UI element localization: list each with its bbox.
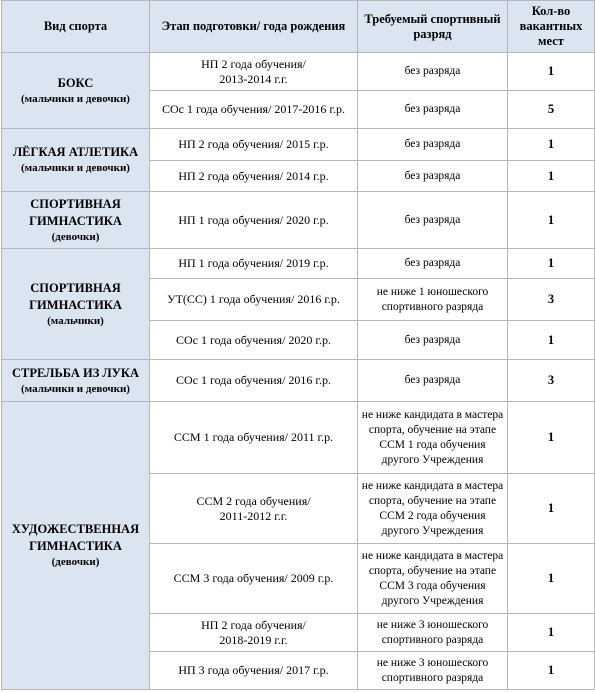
header-row xyxy=(2,1,595,53)
rank-cell: без разряда xyxy=(358,321,508,360)
sport-cell-gymnastics-boys xyxy=(2,249,150,360)
sport-name: СПОРТИВНАЯ ГИМНАСТИКА xyxy=(29,280,122,312)
stage-cell: НП 2 года обучения/ 2015 г.р. xyxy=(150,129,358,161)
rank-cell: не ниже 1 юношеского спортивного разряда xyxy=(358,279,508,321)
count-cell: 1 xyxy=(508,474,595,544)
sport-sub: (мальчики и девочки) xyxy=(21,162,130,174)
stage-cell: СОс 1 года обучения/ 2017-2016 г.р. xyxy=(150,91,358,129)
sport-sub: (девочки) xyxy=(51,556,100,568)
count-cell: 5 xyxy=(508,91,595,129)
sport-sub: (девочки) xyxy=(51,230,100,243)
stage-cell: ССМ 2 года обучения/ 2011-2012 г.г. xyxy=(150,474,358,544)
table-row xyxy=(2,53,595,91)
sport-name: СПОРТИВНАЯ ГИМНАСТИКА xyxy=(29,196,122,228)
table-row xyxy=(2,360,595,402)
count-cell: 1 xyxy=(508,544,595,614)
rank-cell: без разряда xyxy=(358,360,508,402)
sport-name: БОКС xyxy=(57,75,94,90)
sport-cell-archery xyxy=(2,360,150,402)
count-cell: 3 xyxy=(508,279,595,321)
table-row xyxy=(2,402,595,474)
stage-cell: УТ(СС) 1 года обучения/ 2016 г.р. xyxy=(150,279,358,321)
header-sport: Вид спорта xyxy=(2,1,150,53)
sport-name: ЛЁГКАЯ АТЛЕТИКА xyxy=(12,145,139,159)
count-cell: 1 xyxy=(508,129,595,161)
stage-cell: НП 2 года обучения/ 2013-2014 г.г. xyxy=(150,53,358,91)
sport-cell-boxing xyxy=(2,53,150,129)
stage-cell: СОс 1 года обучения/ 2020 г.р. xyxy=(150,321,358,360)
sport-name: СТРЕЛЬБА ИЗ ЛУКА xyxy=(11,365,140,380)
rank-cell: не ниже кандидата в мастера спорта, обучение на этапе ССМ 1 года обучения другого Учреждения xyxy=(358,402,508,474)
rank-cell: без разряда xyxy=(358,53,508,91)
header-vacancies: Кол-во вакантных мест xyxy=(508,1,595,53)
header-stage: Этап подготовки/ года рождения xyxy=(150,1,358,53)
count-cell: 1 xyxy=(508,321,595,360)
count-cell: 1 xyxy=(508,614,595,652)
sport-sub: (мальчики) xyxy=(47,314,104,327)
count-cell: 1 xyxy=(508,652,595,690)
sport-cell-gymnastics-girls xyxy=(2,192,150,249)
count-cell: 1 xyxy=(508,249,595,279)
rank-cell: без разряда xyxy=(358,129,508,161)
stage-cell: СОс 1 года обучения/ 2016 г.р. xyxy=(150,360,358,402)
stage-cell: НП 2 года обучения/ 2014 г.р. xyxy=(150,161,358,192)
rank-cell: без разряда xyxy=(358,91,508,129)
rank-cell: не ниже кандидата в мастера спорта, обучение на этапе ССМ 3 года обучения другого Учреждения xyxy=(358,544,508,614)
vacancies-table xyxy=(1,0,595,690)
rank-cell: без разряда xyxy=(358,249,508,279)
rank-cell: не ниже 3 юношеского спортивного разряда xyxy=(358,652,508,690)
sport-name: ХУДОЖЕСТВЕННАЯ ГИМНАСТИКА xyxy=(11,522,140,553)
sport-cell-rhythmic-gymnastics xyxy=(2,402,150,690)
count-cell: 1 xyxy=(508,402,595,474)
stage-cell: ССМ 1 года обучения/ 2011 г.р. xyxy=(150,402,358,474)
rank-cell: не ниже 3 юношеского спортивного разряда xyxy=(358,614,508,652)
table-row xyxy=(2,129,595,161)
rank-cell: без разряда xyxy=(358,192,508,249)
stage-cell: НП 1 года обучения/ 2020 г.р. xyxy=(150,192,358,249)
count-cell: 1 xyxy=(508,53,595,91)
table-row xyxy=(2,249,595,279)
rank-cell: без разряда xyxy=(358,161,508,192)
stage-cell: НП 3 года обучения/ 2017 г.р. xyxy=(150,652,358,690)
sport-sub: (мальчики и девочки) xyxy=(21,382,130,395)
stage-cell: ССМ 3 года обучения/ 2009 г.р. xyxy=(150,544,358,614)
rank-cell: не ниже кандидата в мастера спорта, обучение на этапе ССМ 2 года обучения другого Учреждения xyxy=(358,474,508,544)
stage-cell: НП 2 года обучения/ 2018-2019 г.г. xyxy=(150,614,358,652)
table-row xyxy=(2,192,595,249)
header-rank: Требуемый спортивный разряд xyxy=(358,1,508,53)
sport-cell-athletics xyxy=(2,129,150,192)
count-cell: 1 xyxy=(508,161,595,192)
count-cell: 1 xyxy=(508,192,595,249)
count-cell: 3 xyxy=(508,360,595,402)
stage-cell: НП 1 года обучения/ 2019 г.р. xyxy=(150,249,358,279)
sport-sub: (мальчики и девочки) xyxy=(21,92,130,105)
